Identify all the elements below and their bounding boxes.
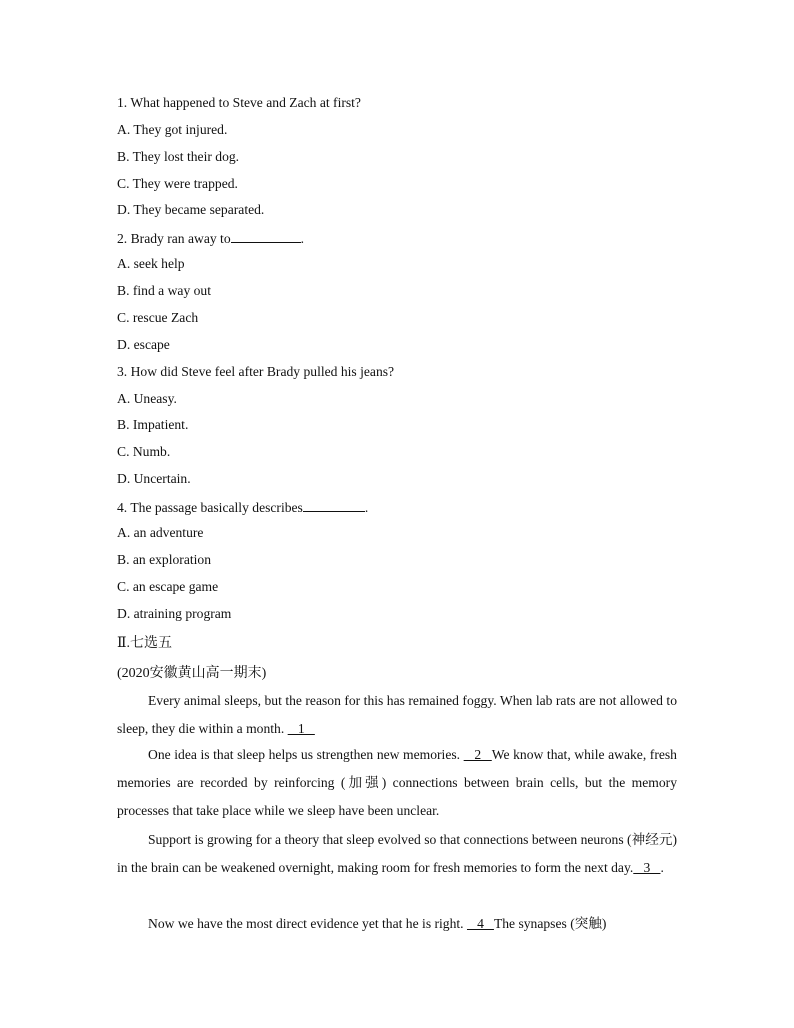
question-3-option-a: A. Uneasy. (117, 391, 177, 406)
passage-paragraph-1 (117, 687, 677, 743)
question-4-stem-end: . (364, 500, 369, 515)
question-2-option-a: A. seek help (117, 256, 185, 271)
question-2-option-b: B. find a way out (117, 283, 212, 298)
passage-text: . (660, 860, 664, 875)
question-2-stem-text: 2. Brady ran away to (117, 231, 231, 246)
question-4-option-d: D. atraining program (117, 606, 232, 621)
question-3-option-b: B. Impatient. (117, 417, 189, 432)
question-1-option-b: B. They lost their dog. (117, 149, 240, 164)
passage-blank-4: 4 (466, 916, 494, 931)
answer-blank (231, 229, 301, 243)
question-2-option-c: C. rescue Zach (117, 310, 199, 325)
question-4-option-b: B. an exploration (117, 552, 212, 567)
question-3-option-c: C. Numb. (117, 444, 171, 459)
passage-text: One idea is that sleep helps us strengthen new memories. (148, 747, 464, 762)
question-1-stem: 1. What happened to Steve and Zach at first? (117, 95, 361, 110)
passage-text: Every animal sleeps, but the reason for this has remained foggy. When lab rats are not allowed to sleep, they die within a month. (117, 693, 677, 736)
question-1-option-a: A. They got injured. (117, 122, 228, 137)
question-1-option-d: D. They became separated. (117, 202, 265, 217)
section-source: (2020安徽黄山高一期末) (117, 666, 267, 681)
question-3-option-d: D. Uncertain. (117, 471, 191, 486)
question-4-option-a: A. an adventure (117, 525, 204, 540)
passage-paragraph-4 (117, 910, 677, 938)
passage-blank-2: 2 (463, 747, 492, 762)
passage-paragraph-3 (117, 826, 677, 882)
passage-blank-3: 3 (633, 860, 661, 875)
question-2-stem-end: . (300, 231, 305, 246)
passage-blank-1: 1 (287, 721, 315, 736)
section-title: Ⅱ.七选五 (117, 636, 173, 651)
question-1-option-c: C. They were trapped. (117, 176, 238, 191)
question-2-option-d: D. escape (117, 337, 170, 352)
passage-text: The synapses (突触) (493, 916, 607, 931)
passage-text: We know that, while awake, fresh memories are recorded by reinforcing (加强) connections between brain cells, but the memory processes that take place while we sleep have been unclear. (117, 747, 677, 818)
passage-text: Support is growing for a theory that sleep evolved so that connections between neurons (神经元) in the brain can be weakened overnight, making room for fresh memories to form the next day. (117, 832, 677, 875)
answer-blank (303, 498, 365, 512)
question-2-stem (117, 229, 304, 247)
question-4-option-c: C. an escape game (117, 579, 219, 594)
question-4-stem-text: 4. The passage basically describes (117, 500, 303, 515)
passage-text: Now we have the most direct evidence yet that he is right. (148, 916, 467, 931)
question-3-stem: 3. How did Steve feel after Brady pulled his jeans? (117, 364, 395, 379)
passage-paragraph-2 (117, 741, 677, 825)
question-4-stem (117, 498, 368, 516)
